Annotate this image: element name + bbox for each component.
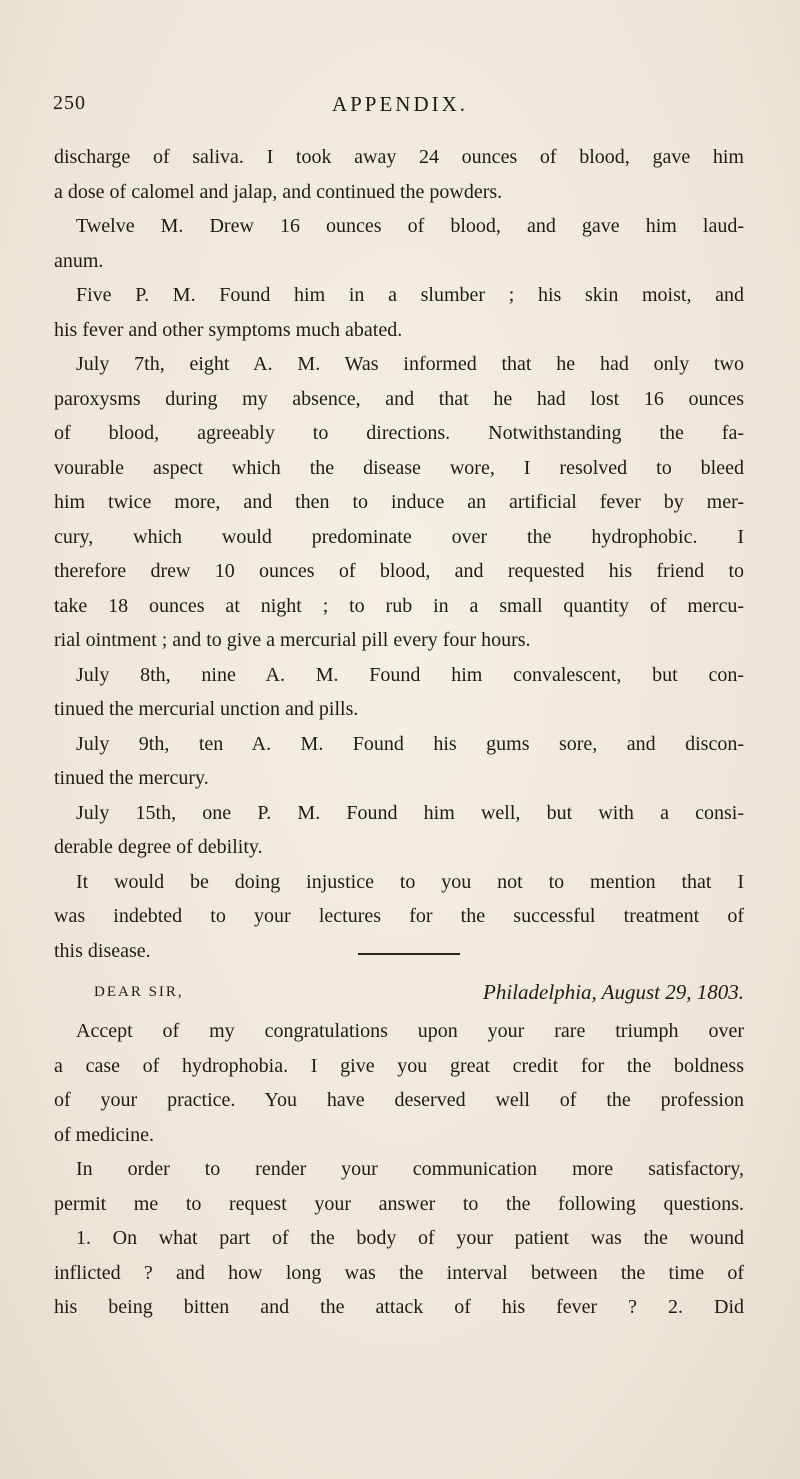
- page-header: [50, 92, 750, 132]
- text-line: cury, which would predominate over the hydrophobic. I: [54, 525, 744, 548]
- text-line: tinued the mercury.: [54, 767, 209, 789]
- case-notes: [54, 140, 744, 968]
- text-line: July 9th, ten A. M. Found his gums sore, and discon-: [76, 732, 744, 755]
- text-line: him twice more, and then to induce an artificial fever by mer-: [54, 491, 744, 513]
- text-line: of medicine.: [54, 1123, 154, 1146]
- text-line: was indebted to your lectures for the successful treatment of: [54, 905, 744, 927]
- running-head: APPENDIX.: [331, 92, 469, 116]
- text-line: vourable aspect which the disease wore, I resolved to bleed: [54, 456, 744, 479]
- letter-body: [54, 1014, 744, 1325]
- text-line: Twelve M. Drew 16 ounces of blood, and gave him laud-: [76, 215, 744, 237]
- text-line: a dose of calomel and jalap, and continued the powders.: [54, 180, 503, 203]
- text-line: therefore drew 10 ounces of blood, and requested his friend to: [54, 560, 744, 582]
- text-line: derable degree of debility.: [54, 836, 263, 858]
- letter-salutation: DEAR SIR,: [94, 984, 184, 1000]
- text-line: paroxysms during my absence, and that he had lost 16 ounces: [54, 387, 744, 410]
- text-line: of your practice. You have deserved well of the profession: [54, 1089, 744, 1111]
- text-line: a case of hydrophobia. I give you great credit for the boldness: [54, 1054, 744, 1077]
- page-number: 250: [53, 92, 86, 114]
- text-line: of blood, agreeably to directions. Notwithstanding the fa-: [54, 422, 744, 444]
- text-line: It would be doing injustice to you not to mention that I: [76, 870, 744, 893]
- text-line: inflicted ? and how long was the interval between the time of: [54, 1261, 744, 1284]
- text-line: anum.: [54, 249, 104, 272]
- text-line: July 7th, eight A. M. Was informed that he had only two: [76, 353, 744, 375]
- text-line: take 18 ounces at night ; to rub in a small quantity of mercu-: [54, 594, 744, 617]
- text-line: July 8th, nine A. M. Found him convalescent, but con-: [76, 663, 744, 686]
- text-line: Accept of my congratulations upon your rare triumph over: [76, 1020, 744, 1042]
- section-divider: [358, 953, 460, 955]
- letter-place-date: Philadelphia, August 29, 1803.: [483, 980, 744, 1004]
- text-line: In order to render your communication more satisfactory,: [76, 1158, 744, 1180]
- text-line: rial ointment ; and to give a mercurial pill every four hours.: [54, 629, 531, 651]
- text-line: 1. On what part of the body of your patient was the wound: [76, 1227, 744, 1249]
- text-line: permit me to request your answer to the following questions.: [54, 1192, 744, 1215]
- text-line: July 15th, one P. M. Found him well, but with a consi-: [76, 801, 744, 824]
- text-line: tinued the mercurial unction and pills.: [54, 698, 359, 720]
- text-line: this disease.: [54, 939, 151, 962]
- text-line: his fever and other symptoms much abated.: [54, 318, 403, 341]
- text-line: his being bitten and the attack of his fever ? 2. Did: [54, 1296, 744, 1318]
- text-line: discharge of saliva. I took away 24 ounces of blood, gave him: [54, 146, 744, 168]
- letter-heading: [94, 980, 744, 1014]
- text-line: Five P. M. Found him in a slumber ; his skin moist, and: [76, 284, 744, 306]
